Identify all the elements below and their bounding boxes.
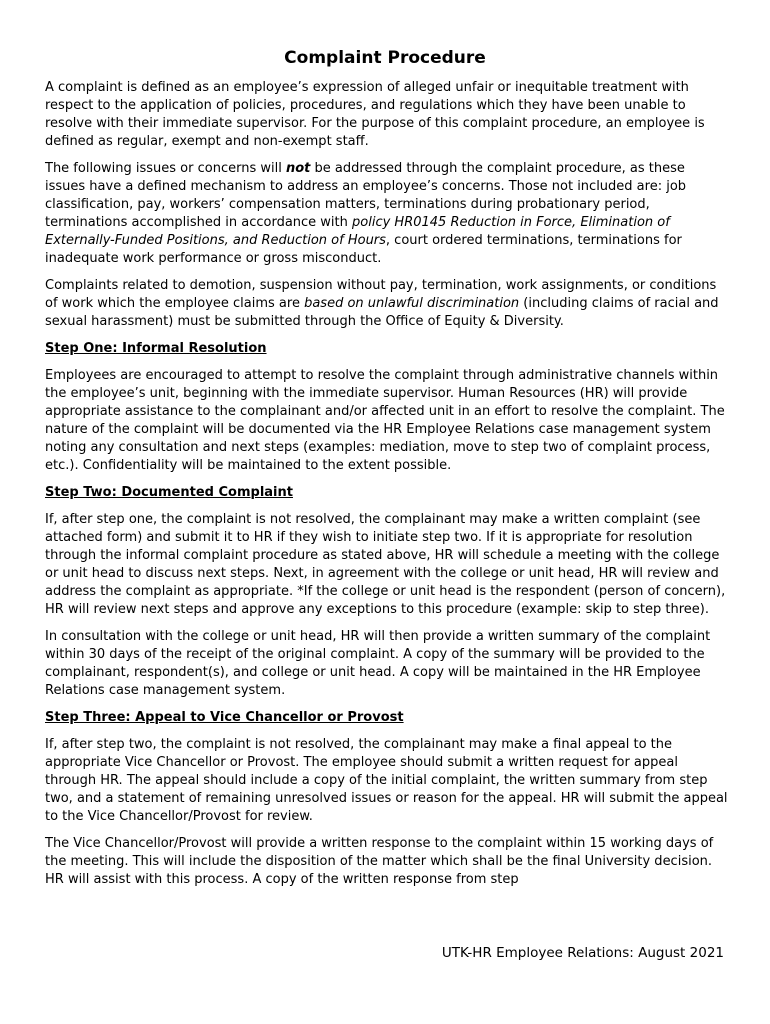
page-title: Complaint Procedure [284, 48, 486, 68]
step-three-paragraph-1: If, after step two, the complaint is not resolved, the complainant may make a final appeal to the appropriate Vice Chancellor or Provost. The employee should submit a written request for appeal through HR. The appeal should include a copy of the initial complaint, the written summary from step two, and a statement of remaining unresolved issues or reason for the appeal. HR will submit the appeal to the Vice Chancellor/Provost for review. [45, 737, 728, 824]
paragraph-exclusions [45, 160, 729, 268]
emphasis-discrimination: based on unlawful discrimination [304, 296, 520, 311]
step-one-paragraph: Employees are encouraged to attempt to resolve the complaint through administrative channels within the employee’s unit, beginning with the immediate supervisor. Human Resources (HR) will provide appropriate assistance to the complainant and/or affected unit in an effort to resolve the complaint. The nature of the complaint will be documented via the HR Employee Relations case management system noting any consultation and next steps (examples: mediation, move to step two of complaint process, etc.). Confidentiality will be maintained to the extent possible. [45, 368, 725, 473]
text-span: (including claims of racial and sexual harassment) must be submitted through the Office of Equity & Diversity. [45, 296, 719, 329]
paragraph-definition: A complaint is defined as an employee’s expression of alleged unfair or inequitable treatment with respect to the application of policies, procedures, and regulations which they have been unable to resolve with their immediate supervisor. For the purpose of this complaint procedure, an employee is defined as regular, exempt and non-exempt staff. [45, 80, 705, 149]
step-three-heading: Step Three: Appeal to Vice Chancellor or Provost [45, 710, 404, 725]
step-one-heading: Step One: Informal Resolution [45, 341, 267, 356]
step-two-heading: Step Two: Documented Complaint [45, 485, 293, 500]
step-two-paragraph-1: If, after step one, the complaint is not resolved, the complainant may make a written complaint (see attached form) and submit it to HR if they wish to initiate step two. If it is appropriate for resolution through the informal complaint procedure as stated above, HR will schedule a meeting with the college or unit head to discuss next steps. Next, in agreement with the college or unit head, HR will review and address the complaint as appropriate. *If the college or unit head is the respondent (person of concern), HR will review next steps and approve any exceptions to this procedure (example: skip to step three). [45, 512, 726, 617]
document-body [45, 79, 729, 898]
paragraph-discrimination [45, 277, 729, 331]
policy-reference: policy HR0145 Reduction in Force, Elimination of Externally-Funded Positions, and Reduction of Hours [45, 215, 670, 248]
text-span: , court ordered terminations, terminations for inadequate work performance or gross misconduct. [45, 233, 682, 266]
step-two-paragraph-2: In consultation with the college or unit head, HR will then provide a written summary of the complaint within 30 days of the receipt of the original complaint. A copy of the summary will be provided to the complainant, respondent(s), and college or unit head. A copy will be maintained in the HR Employee Relations case management system. [45, 629, 711, 698]
step-three-paragraph-2: The Vice Chancellor/Provost will provide a written response to the complaint within 15 working days of the meeting. This will include the disposition of the matter which shall be the final University decision. HR will assist with this process. A copy of the written response from step [45, 836, 714, 887]
text-span: Complaints related to demotion, suspension without pay, termination, work assignments, or conditions of work which the employee claims are [45, 278, 717, 311]
page-footer: UTK-HR Employee Relations: August 2021 [441, 945, 724, 961]
emphasis-not: not [285, 161, 311, 176]
text-span: be addressed through the complaint procedure, as these issues have a defined mechanism to address an employee’s concerns. Those not included are: job classification, pay, workers’ compensation matters, terminations during probationary period, terminations accomplished in accordance with [45, 161, 687, 230]
text-span: The following issues or concerns will [45, 161, 286, 176]
